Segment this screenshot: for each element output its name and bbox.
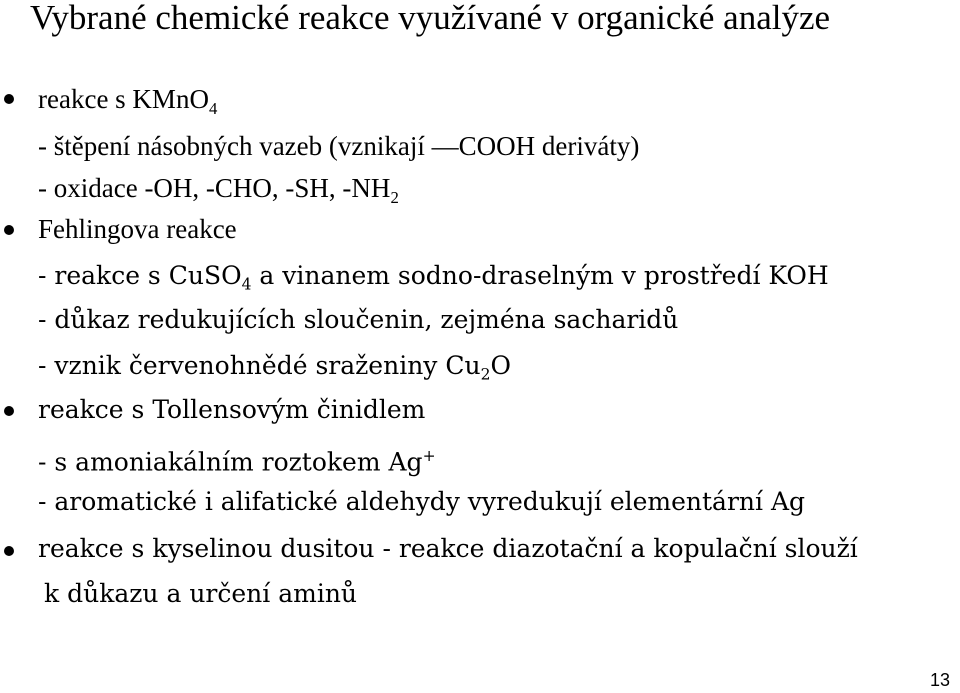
bullet-icon <box>4 546 14 556</box>
item-kmno4-line-2-text: - oxidace -OH, -CHO, -SH, -NH <box>38 173 391 203</box>
bullet-icon <box>4 225 14 235</box>
item-fehling-line-2: - důkaz redukujících sloučenin, zejména sacharidů <box>38 305 679 334</box>
superscript: + <box>422 447 436 465</box>
item-fehling-heading: Fehlingova reakce <box>38 214 237 244</box>
item-fehling-line-3-suffix: O <box>490 351 511 380</box>
item-fehling-line-1 <box>38 260 829 300</box>
item-kmno4-heading <box>38 83 217 125</box>
item-fehling-line-3 <box>38 350 511 390</box>
item-kmno4-line-2 <box>38 172 399 214</box>
subscript: 2 <box>480 365 491 384</box>
slide-title: Vybrané chemické reakce využívané v organické analýze <box>30 0 831 37</box>
item-kmno4-line-1: - štěpení násobných vazeb (vznikají —COOH deriváty) <box>38 131 640 161</box>
item-fehling-line-1-suffix: a vinanem sodno-draselným v prostředí KOH <box>251 261 829 290</box>
item-nitrous-line-1: reakce s kyselinou dusitou - reakce diazotační a kopulační slouží <box>38 534 858 563</box>
item-fehling-line-3-prefix: - vznik červenohnědé sraženiny Cu <box>38 351 481 380</box>
subscript: 4 <box>208 98 218 118</box>
item-fehling-line-1-prefix: - reakce s CuSO <box>38 261 242 290</box>
item-tollens-line-2: - aromatické i alifatické aldehydy vyredukují elementární Ag <box>38 487 806 516</box>
item-tollens-line-1 <box>38 440 436 478</box>
bullet-icon <box>4 94 14 104</box>
item-tollens-heading: reakce s Tollensovým činidlem <box>38 395 426 424</box>
bullet-icon <box>4 406 14 416</box>
subscript: 2 <box>390 187 399 207</box>
item-nitrous-line-2: k důkazu a určení aminů <box>44 579 358 608</box>
item-tollens-line-1-prefix: - s amoniakálním roztokem Ag <box>38 447 423 477</box>
page-number: 13 <box>929 670 950 690</box>
item-kmno4-heading-text: reakce s KMnO <box>38 84 209 114</box>
subscript: 4 <box>241 275 252 294</box>
